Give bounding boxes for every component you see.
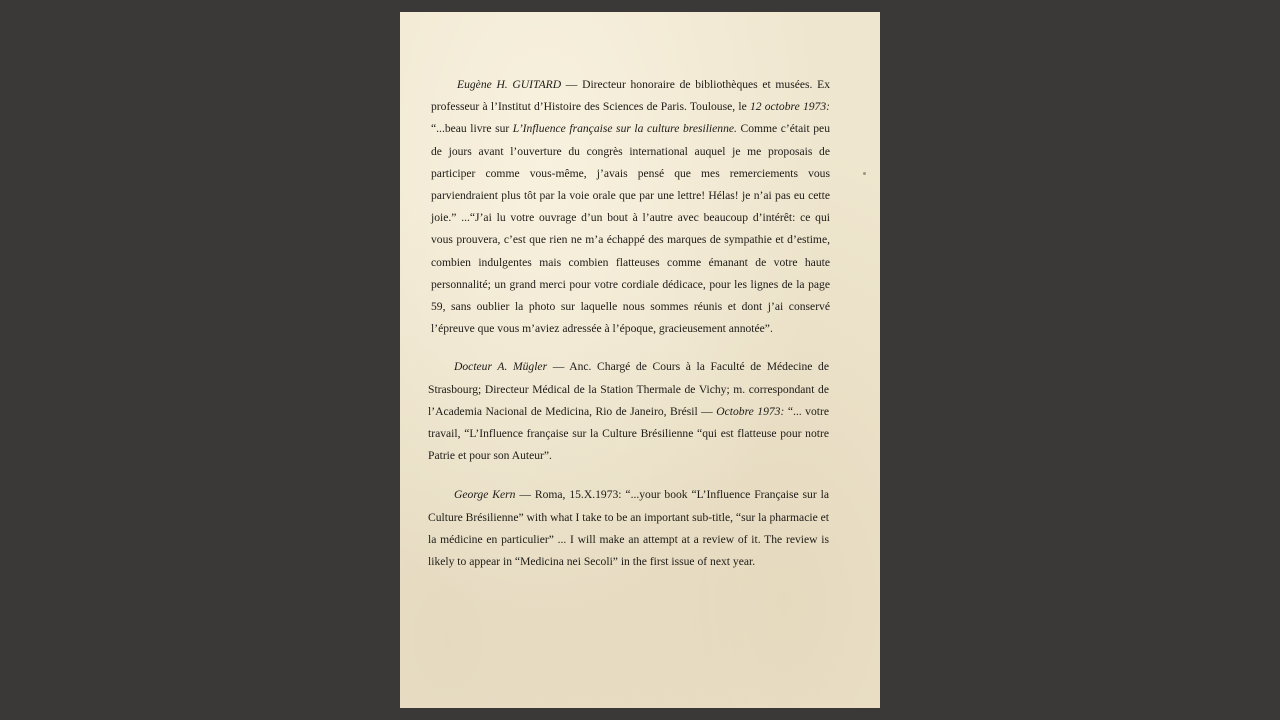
quote-text: “... votre travail, “L’Influence française sur la Culture Brésilienne “qui est flatteuse pour notre Patrie et pour son Auteur”. <box>428 404 829 463</box>
testimonial-guitard <box>431 74 830 340</box>
quote-text: — Roma, 15.X.1973: “...your book “L’Influence Française sur la Culture Brésilienne” with what I take to be an important sub-title, “sur la pharmacie et la médicine en particulier” ... I will make an attempt at a review of it. The review is likely to appear in “Medicina nei Secoli” in the first issue of next year. <box>428 488 829 569</box>
author-name: Eugène H. GUITARD <box>457 78 562 91</box>
author-name: George Kern <box>454 488 516 502</box>
letter-date: Octobre 1973: <box>716 404 785 418</box>
testimonial-mugler <box>428 356 829 467</box>
testimonial-kern <box>428 484 829 573</box>
author-name: Docteur A. Mügler <box>454 360 548 374</box>
author-credentials: — Anc. Chargé de Cours à la Faculté de Médecine de Strasbourg; Directeur Médical de la Station Thermale de Vichy; m. correspondant de l’Academia Nacional de Medicina, Rio de Janeiro, Brésil — <box>428 360 829 418</box>
paper-speck <box>863 172 866 175</box>
quote-text: Comme c’était peu de jours avant l’ouverture du congrès international auquel je me proposais de participer comme vous-même, j’avais pensé que mes remerciements vous parviendraient plus tôt par la voie orale que par une lettre! Hélas! je n’ai pas eu cette joie.” ...“J’ai lu votre ouvrage d’un bout à l’autre avec beaucoup d’intérêt: ce qui vous prouvera, c’est que rien ne m’a échappé des marques de sympathie et d’estime, combien indulgentes mais combien flatteuses comme émanant de votre haute personnalité; un grand merci pour votre cordiale dédicace, pour les lignes de la page 59, sans oublier la photo sur laquelle nous sommes réunis et dont j’ai conservé l’épreuve que vous m’aviez adressée à l’époque, gracieusement annotée”. <box>431 122 830 336</box>
letter-date: 12 octobre 1973: <box>749 100 830 114</box>
quote-text: “...beau livre sur <box>431 122 513 136</box>
scanned-page <box>400 12 880 708</box>
book-title: L’Influence française sur la culture bresilienne. <box>512 122 737 136</box>
author-credentials: — Directeur honoraire de bibliothèques et musées. Ex professeur à l’Institut d’Histoire des Sciences de Paris. Toulouse, le <box>431 78 830 114</box>
